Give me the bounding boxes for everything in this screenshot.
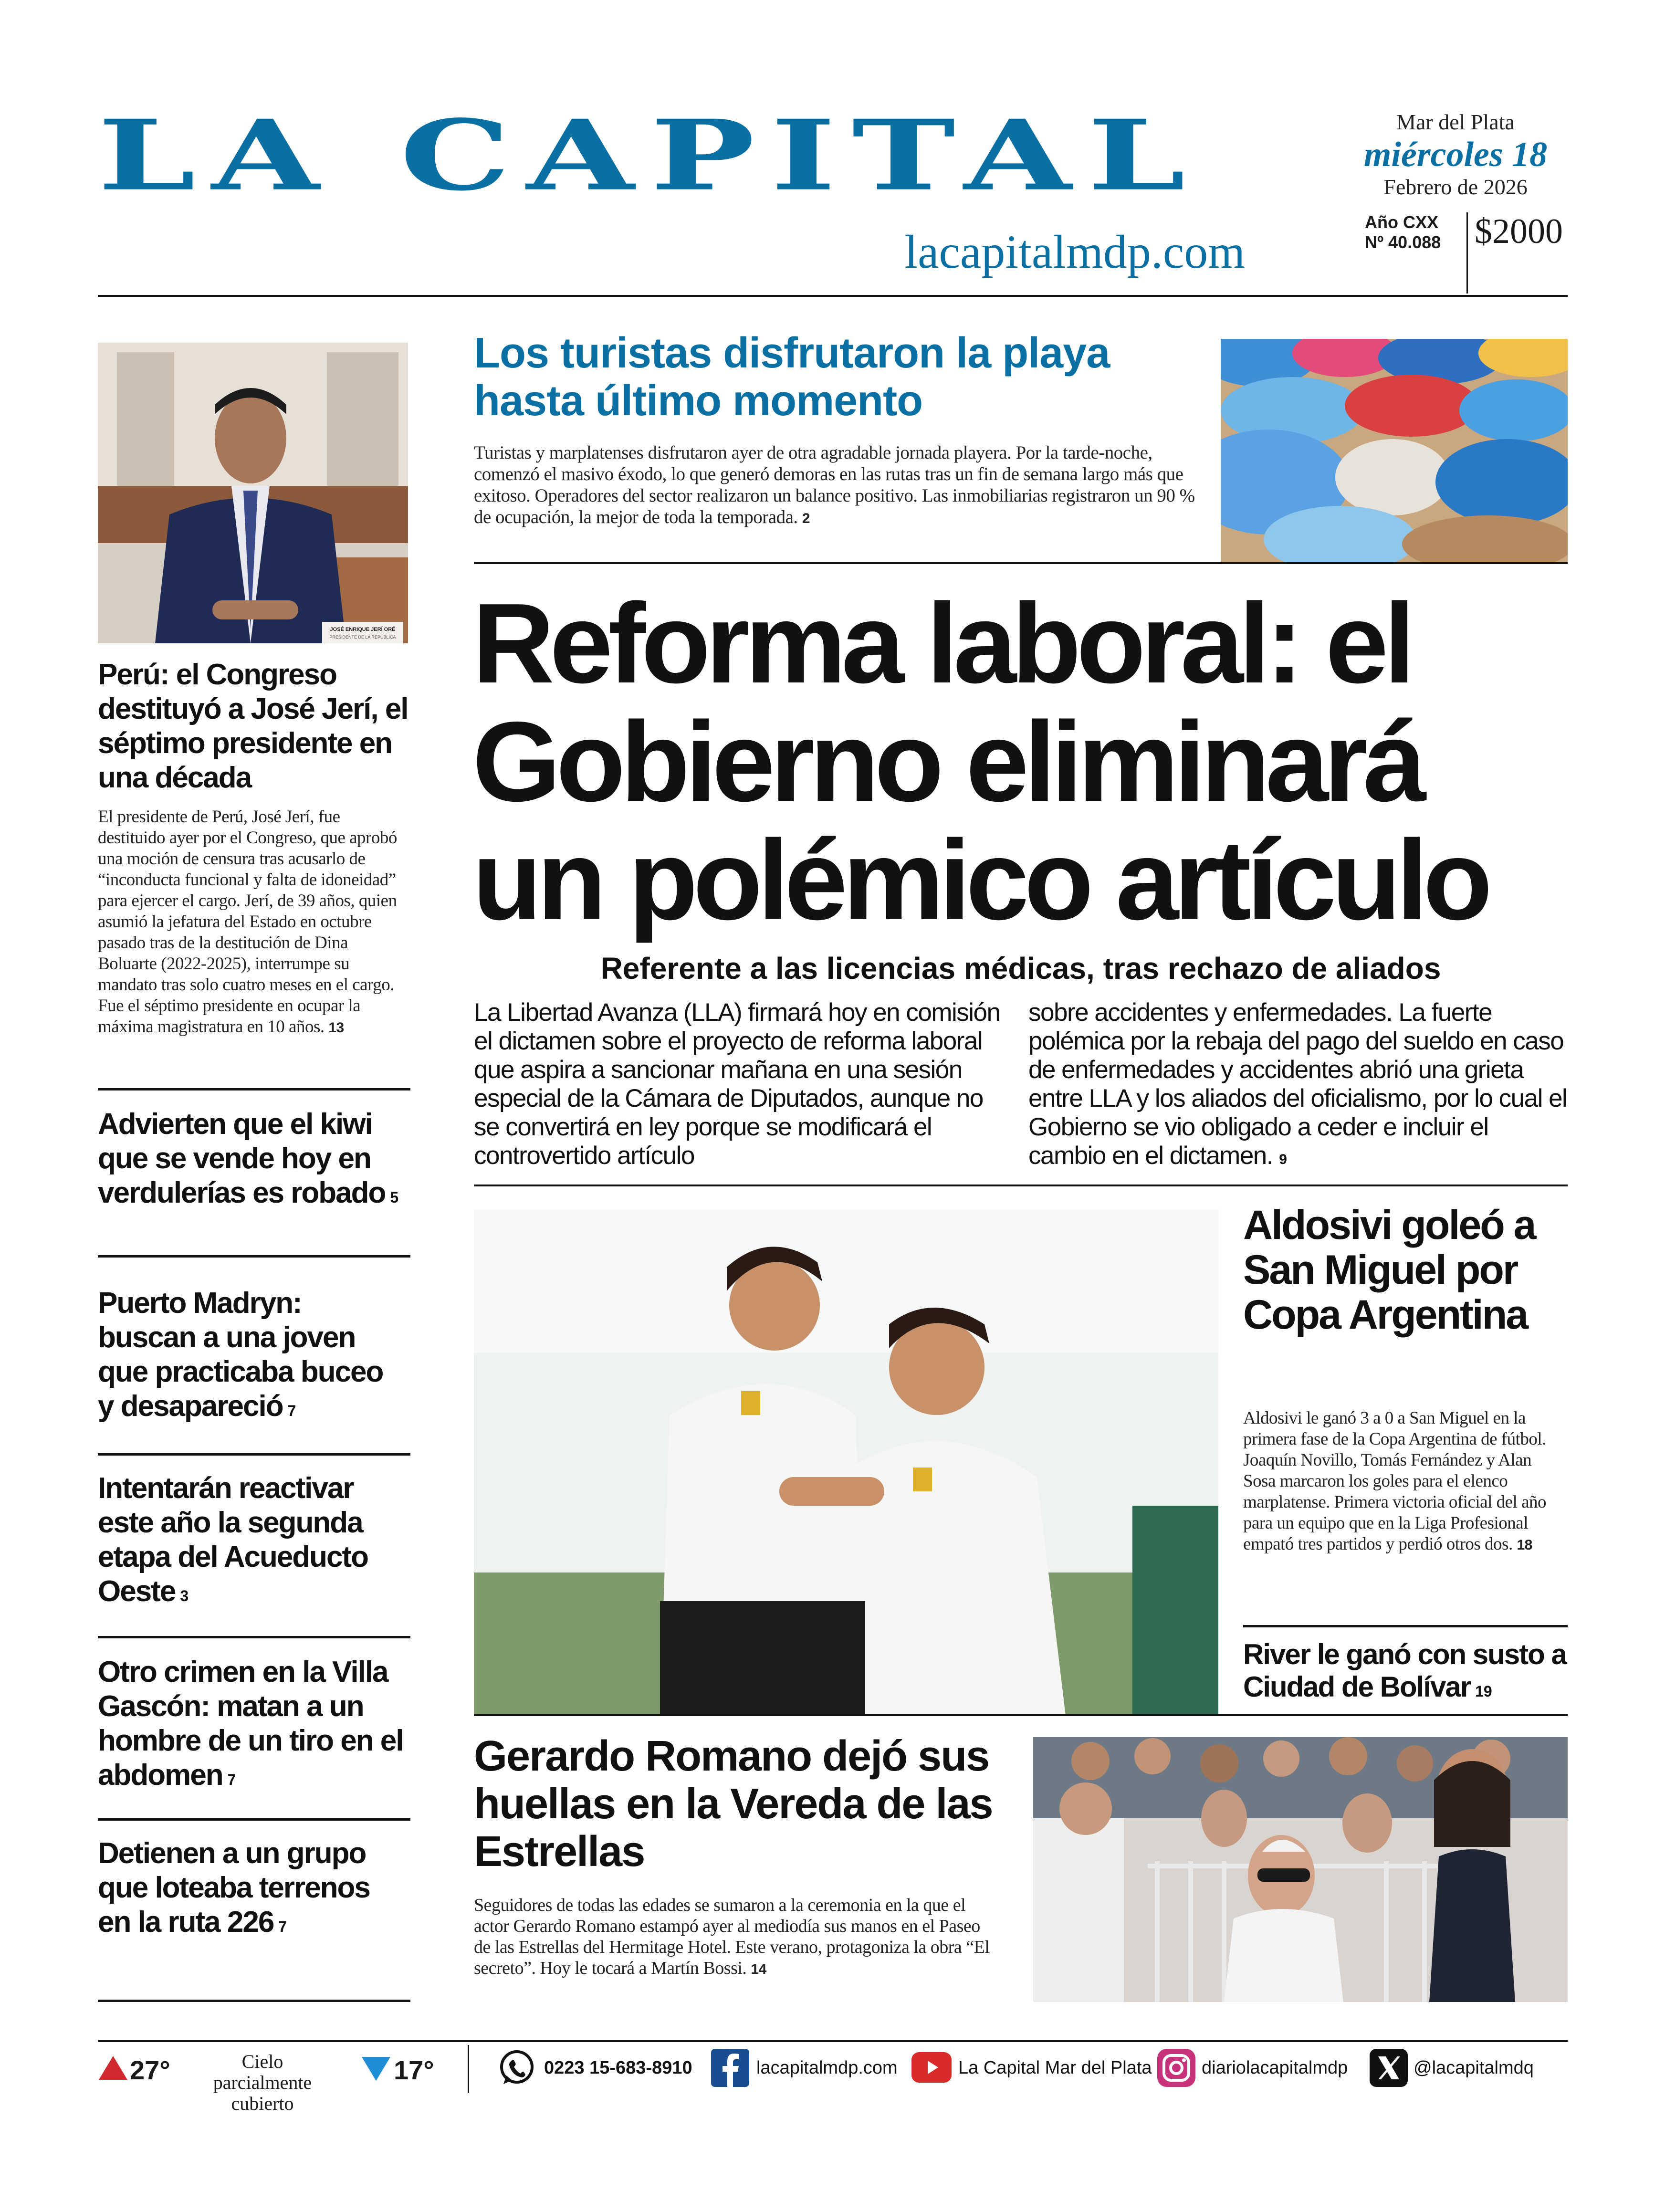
brief-page: 3 <box>180 1587 189 1604</box>
facebook-icon[interactable] <box>711 2049 749 2087</box>
nameplate: JOSÉ ENRIQUE JERÍ ORÉ <box>330 627 396 632</box>
temp-down-icon <box>362 2057 390 2081</box>
whatsapp-number[interactable]: 0223 15-683-8910 <box>544 2058 692 2078</box>
month: Febrero de 2026 <box>1383 175 1528 199</box>
brief-puerto-madryn[interactable] <box>98 1286 403 1428</box>
whatsapp-icon[interactable] <box>498 2049 536 2087</box>
weather-text: Cielo parcialmente cubierto <box>213 2051 312 2114</box>
river-brief[interactable] <box>1243 1638 1572 1708</box>
temp-max: 27° <box>130 2055 170 2085</box>
temp-up-icon <box>99 2056 127 2080</box>
divider <box>98 1818 410 1821</box>
weekday: miércoles 18 <box>1363 135 1548 174</box>
brief-kiwi[interactable] <box>98 1107 403 1215</box>
peru-president-photo <box>98 343 408 643</box>
brief-headline: Detienen a un grupo que loteaba terrenos en la ruta 226 <box>98 1837 370 1939</box>
tourism-body <box>474 442 1202 529</box>
romano-headline[interactable]: Gerardo Romano dejó sus huellas en la Vereda de las Estrellas <box>474 1732 993 1876</box>
instagram-handle[interactable]: diariolacapitalmdp <box>1202 2058 1348 2078</box>
nameplate-sub: PRESIDENTE DE LA REPÚBLICA <box>329 635 396 639</box>
divider <box>1466 212 1468 294</box>
peru-body <box>98 807 408 1038</box>
football-photo <box>474 1210 1218 1716</box>
temp-min: 17° <box>394 2055 434 2085</box>
main-col1: La Libertad Avanza (LLA) firmará hoy en comisión el dictamen sobre el proyecto de reforma laboral que aspira a sancionar mañana en una sesión especial de la Cámara de Diputados, aunque no se convertirá en ley porque se modificará el controvertido artículo <box>474 998 1000 1170</box>
facebook-handle[interactable]: lacapitalmdp.com <box>756 2058 898 2078</box>
divider <box>98 1255 410 1258</box>
site-url[interactable]: lacapitalmdp.com <box>904 225 1245 278</box>
main-headline[interactable]: Reforma laboral: el Gobierno eliminará un polémico artículo <box>472 580 1488 944</box>
footer-rule <box>98 2040 1568 2042</box>
masthead-rule <box>98 295 1568 297</box>
year-label: Año CXX <box>1365 212 1439 232</box>
brief-page: 5 <box>390 1189 399 1206</box>
tourism-headline[interactable]: Los turistas disfrutaron la playa hasta último momento <box>474 329 1110 425</box>
issue-info <box>1365 212 1460 252</box>
romano-photo <box>1033 1737 1568 2002</box>
river-page: 19 <box>1475 1683 1492 1700</box>
price: $2000 <box>1475 212 1563 251</box>
divider <box>98 2000 410 2002</box>
brief-headline: Advierten que el kiwi que se vende hoy en verdulerías es robado <box>98 1108 386 1209</box>
main-kicker: Referente a las licencias médicas, tras rechazo de aliados <box>600 951 1441 985</box>
brief-headline: Intentarán reactivar este año la segunda etapa del Acueducto Oeste <box>98 1472 368 1608</box>
tourism-body-text: Turistas y marplatenses disfrutaron ayer de otra agradable jornada playera. Por la tarde-noche, comenzó el masivo éxodo, lo que generó demoras en las rutas tras un fin de semana largo más que exitoso. Operadores del sector realizaron un balance positivo. Las inmobiliarias registraron un 90 % de ocupación, la mejor de toda la temporada. <box>474 442 1195 527</box>
aldosivi-body-text: Aldosivi le ganó 3 a 0 a San Miguel en la primera fase de la Copa Argentina de fútbol. Joaquín Novillo, Tomás Fernández y Alan Sosa marcaron los goles para el elenco marplatense. Primera victoria oficial del año para un equipo que en la Liga Profesional empató tres partidos y perdió otros dos. <box>1243 1408 1547 1554</box>
divider <box>98 1636 410 1638</box>
divider <box>474 1714 1568 1716</box>
peru-page[interactable]: 13 <box>328 1020 344 1036</box>
tourism-page[interactable]: 2 <box>802 511 810 526</box>
x-handle[interactable]: @lacapitalmdq <box>1414 2058 1534 2078</box>
brief-villa-gascon[interactable] <box>98 1655 403 1797</box>
youtube-icon[interactable] <box>911 2052 952 2083</box>
peru-headline[interactable]: Perú: el Congreso destituyó a José Jerí, el séptimo presidente en una década <box>98 658 408 794</box>
newspaper-logo: LA CAPITAL <box>98 99 1202 212</box>
romano-body <box>474 1895 999 1980</box>
youtube-handle[interactable]: La Capital Mar del Plata <box>958 2058 1152 2078</box>
x-icon[interactable] <box>1370 2049 1408 2087</box>
aldosivi-body <box>1243 1408 1553 1556</box>
divider <box>1243 1625 1568 1627</box>
issue-number: Nº 40.088 <box>1365 232 1441 252</box>
instagram-icon[interactable] <box>1157 2049 1195 2087</box>
divider <box>474 562 1568 564</box>
main-page[interactable]: 9 <box>1279 1152 1287 1167</box>
brief-ruta-226[interactable] <box>98 1836 403 1944</box>
divider <box>468 2045 469 2093</box>
romano-page[interactable]: 14 <box>751 1961 766 1977</box>
divider <box>98 1453 410 1456</box>
brief-headline: Puerto Madryn: buscan a una joven que practicaba buceo y desapareció <box>98 1287 383 1423</box>
divider <box>98 1088 410 1090</box>
beach-photo <box>1221 339 1568 562</box>
main-col2-text: sobre accidentes y enfermedades. La fuerte polémica por la rebaja del pago del sueldo en caso de enfermedades y accidentes abrió una grieta entre LLA y los aliados del oficialismo, por lo cual el Gobierno se vio obligado a ceder e incluir el cambio en el dictamen. <box>1028 998 1567 1170</box>
main-col2 <box>1028 998 1570 1174</box>
aldosivi-headline[interactable]: Aldosivi goleó a San Miguel por Copa Argentina <box>1243 1202 1535 1338</box>
divider <box>474 1185 1568 1186</box>
aldosivi-page[interactable]: 18 <box>1517 1537 1532 1553</box>
brief-page: 7 <box>227 1771 236 1788</box>
city: Mar del Plata <box>1396 110 1515 134</box>
brief-page: 7 <box>278 1918 287 1935</box>
date-block <box>1351 109 1560 200</box>
romano-body-text: Seguidores de todas las edades se sumaron a la ceremonia en la que el actor Gerardo Romano estampó ayer al mediodía sus manos en el Paseo de las Estrellas del Hermitage Hotel. Este verano, protagoniza la obra “El secreto”. Hoy le tocará a Martín Bossi. <box>474 1895 990 1978</box>
brief-page: 7 <box>287 1402 296 1419</box>
peru-body-text: El presidente de Perú, José Jerí, fue destituido ayer por el Congreso, que aprobó una moción de censura tras acusarlo de “inconducta funcional y falta de idoneidad” para ejercer el cargo. Jerí, de 39 años, quien asumió la jefatura del Estado en octubre pasado tras de la destitución de Dina Boluarte (2022-2025), interrumpe su mandato tras solo cuatro meses en el cargo. Fue el séptimo presidente en ocupar la máxima magistratura en 10 años. <box>98 807 397 1037</box>
brief-acueducto[interactable] <box>98 1471 403 1613</box>
brief-headline: Otro crimen en la Villa Gascón: matan a un hombre de un tiro en el abdomen <box>98 1656 403 1792</box>
river-headline: River le ganó con susto a Ciudad de Bolívar <box>1243 1638 1566 1703</box>
